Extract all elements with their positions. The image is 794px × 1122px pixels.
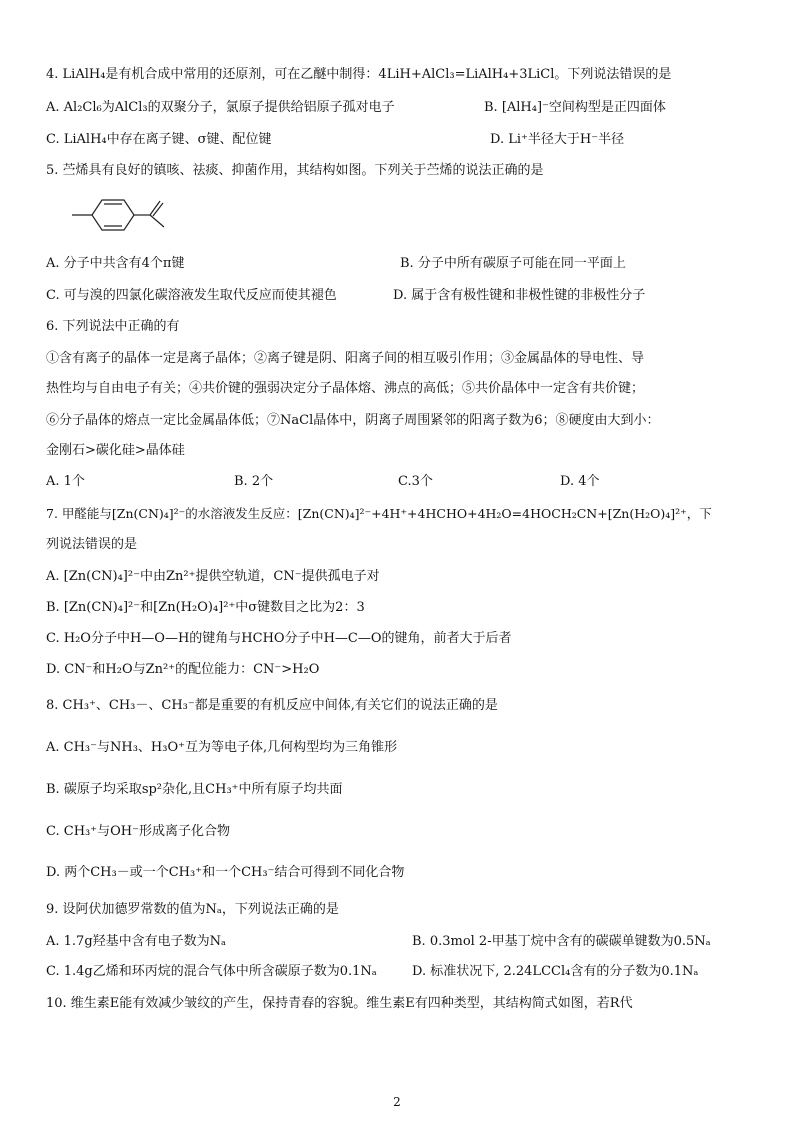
q4-option-a: A. Al₂Cl₆为AlCl₃的双聚分子，氯原子提供给铝原子孤对电子	[46, 100, 395, 115]
q9-option-d: D. 标准状况下, 2.24LCCl₄含有的分子数为0.1Nₐ	[412, 964, 699, 979]
q6-option-c: C.3个	[398, 474, 433, 489]
q8-option-a: A. CH₃⁻与NH₃、H₃O⁺互为等电子体,几何构型均为三角锥形	[46, 740, 398, 755]
q6-option-b: B. 2个	[234, 474, 274, 489]
page-number: 2	[393, 1095, 401, 1109]
q8-stem: 8. CH₃⁺、CH₃－、CH₃⁻都是重要的有机反应中间体,有关它们的说法正确的是	[46, 698, 498, 713]
q6-statement-line: ①含有离子的晶体一定是离子晶体；②离子键是阴、阳离子间的相互吸引作用；③金属晶体的导电性、导	[46, 351, 645, 366]
q9-option-c: C. 1.4g乙烯和环丙烷的混合气体中所含碳原子数为0.1Nₐ	[46, 964, 377, 979]
q6-statement-line: 热性均与自由电子有关；④共价键的强弱决定分子晶体熔、沸点的高低；⑤共价晶体中一定含有共价键；	[46, 381, 645, 396]
q7-option-d: D. CN⁻和H₂O与Zn²⁺的配位能力：CN⁻>H₂O	[46, 662, 320, 677]
q9-stem: 9. 设阿伏加德罗常数的值为Nₐ，下列说法正确的是	[46, 902, 339, 917]
q6-stem: 6. 下列说法中正确的有	[46, 319, 180, 334]
q9-option-b: B. 0.3mol 2-甲基丁烷中含有的碳碳单键数为0.5Nₐ	[412, 934, 711, 949]
limonene-structure-figure	[70, 195, 200, 235]
q8-option-c: C. CH₃⁺与OH⁻形成离子化合物	[46, 824, 230, 839]
q4-option-b: B. [AlH₄]⁻空间构型是正四面体	[484, 100, 666, 115]
q8-option-b: B. 碳原子均采取sp²杂化,且CH₃⁺中所有原子均共面	[46, 782, 343, 797]
q8-option-d: D. 两个CH₃－或一个CH₃⁺和一个CH₃⁻结合可得到不同化合物	[46, 865, 405, 880]
q7-option-a: A. [Zn(CN)₄]²⁻中由Zn²⁺提供空轨道，CN⁻提供孤电子对	[46, 569, 380, 584]
q5-option-a: A. 分子中共含有4个π键	[46, 256, 185, 271]
q6-statement-line: ⑥分子晶体的熔点一定比金属晶体低；⑦NaCl晶体中，阴离子周围紧邻的阳离子数为6；⑧硬度由大到小：	[46, 413, 660, 428]
q7-stem-cont: 列说法错误的是	[46, 537, 138, 552]
q6-option-a: A. 1个	[46, 474, 85, 489]
q10-stem: 10. 维生素E能有效减少皱纹的产生，保持青春的容貌。维生素E有四种类型，其结构简式如图，若R代	[46, 996, 633, 1011]
q4-stem: 4. LiAlH₄是有机合成中常用的还原剂，可在乙醚中制得：4LiH+AlCl₃=LiAlH₄+3LiCl。下列说法错误的是	[46, 67, 672, 82]
q7-stem: 7. 甲醛能与[Zn(CN)₄]²⁻的水溶液发生反应：[Zn(CN)₄]²⁻+4H⁺+4HCHO+4H₂O=4HOCH₂CN+[Zn(H₂O)₄]²⁺，下	[46, 506, 712, 521]
q4-option-d: D. Li⁺半径大于H⁻半径	[490, 132, 625, 147]
q5-option-b: B. 分子中所有碳原子可能在同一平面上	[400, 256, 626, 271]
q7-option-b: B. [Zn(CN)₄]²⁻和[Zn(H₂O)₄]²⁺中σ键数目之比为2：3	[46, 600, 365, 615]
q5-stem: 5. 苎烯具有良好的镇咳、祛痰、抑菌作用，其结构如图。下列关于苎烯的说法正确的是	[46, 163, 544, 178]
q5-option-d: D. 属于含有极性键和非极性键的非极性分子	[393, 288, 646, 303]
q7-option-c: C. H₂O分子中H—O—H的键角与HCHO分子中H—C—O的键角，前者大于后者	[46, 631, 512, 646]
q4-option-c: C. LiAlH₄中存在离子键、σ键、配位键	[46, 132, 272, 147]
q9-option-a: A. 1.7g羟基中含有电子数为Nₐ	[46, 934, 227, 949]
q6-statement-line: 金刚石>碳化硅>晶体硅	[46, 443, 185, 458]
q5-option-c: C. 可与溴的四氯化碳溶液发生取代反应而使其褪色	[46, 288, 337, 303]
q6-option-d: D. 4个	[560, 474, 600, 489]
